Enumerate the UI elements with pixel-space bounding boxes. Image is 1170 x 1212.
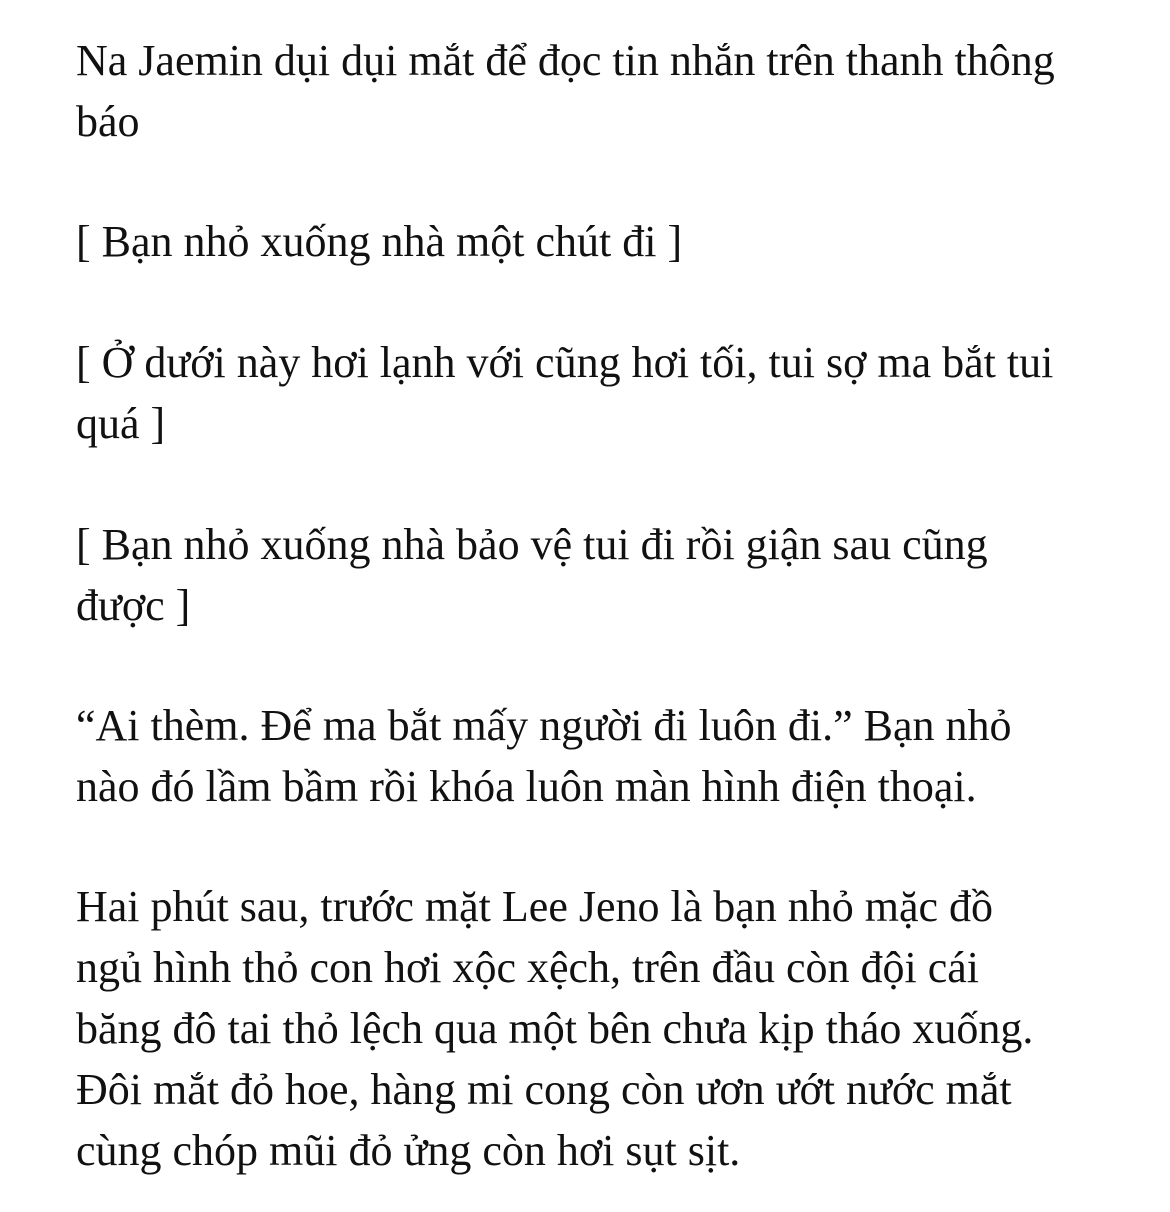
text-line: Hai phút sau, trước mặt Lee Jeno là bạn nhỏ mặc đồ — [76, 882, 994, 931]
text-line: quá ] — [76, 399, 166, 448]
text-line: nào đó lầm bầm rồi khóa luôn màn hình điện thoại. — [76, 762, 977, 811]
paragraph-narration-description — [76, 876, 1033, 1181]
text-line: ngủ hình thỏ con hơi xộc xệch, trên đầu còn đội cái — [76, 943, 980, 992]
text-line: “Ai thèm. Để ma bắt mấy người đi luôn đi.” Bạn nhỏ — [76, 701, 1012, 750]
paragraph-dialogue — [76, 695, 1012, 817]
text-line: [ Ở dưới này hơi lạnh với cũng hơi tối, tui sợ ma bắt tui — [76, 338, 1054, 387]
text-line: [ Bạn nhỏ xuống nhà bảo vệ tui đi rồi giận sau cũng — [76, 520, 988, 569]
text-line: băng đô tai thỏ lệch qua một bên chưa kịp tháo xuống. — [76, 1004, 1034, 1053]
text-line: Đôi mắt đỏ hoe, hàng mi cong còn ươn ướt nước mắt — [76, 1065, 1012, 1114]
text-line: cùng chóp mũi đỏ ửng còn hơi sụt sịt. — [76, 1126, 741, 1175]
paragraph-message-2 — [76, 332, 1053, 454]
text-line: Na Jaemin dụi dụi mắt để đọc tin nhắn trên thanh thông — [76, 36, 1055, 85]
paragraph-message-1 — [76, 211, 682, 272]
paragraph-narration-notification — [76, 30, 1055, 152]
paragraph-message-3 — [76, 514, 988, 636]
text-line: báo — [76, 97, 140, 146]
text-line: được ] — [76, 581, 191, 630]
text-line: [ Bạn nhỏ xuống nhà một chút đi ] — [76, 217, 683, 266]
